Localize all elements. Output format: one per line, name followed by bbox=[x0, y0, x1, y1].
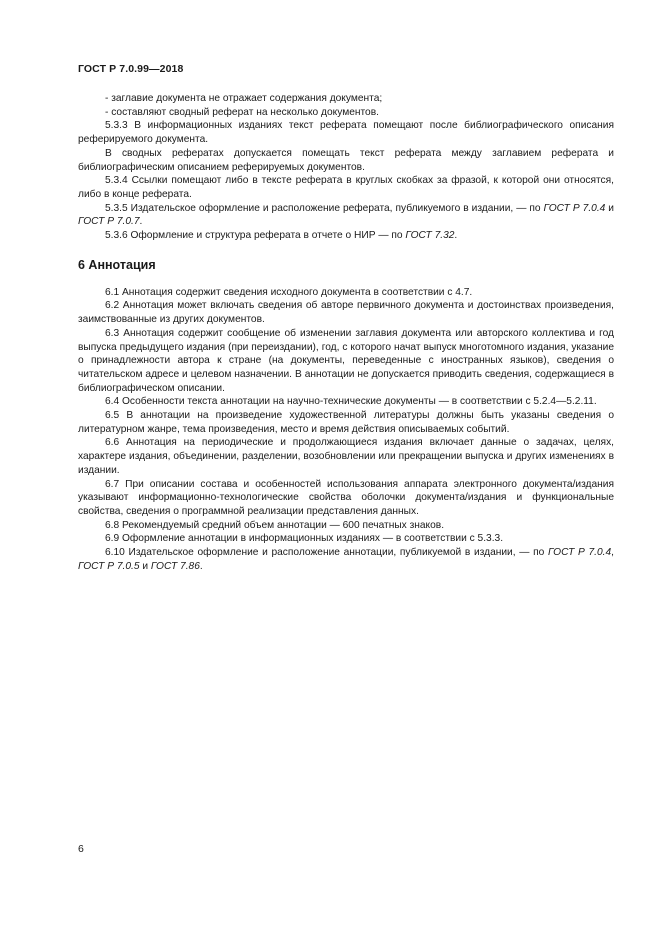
paragraph-6-6: 6.6 Аннотация на периодические и продолжающиеся издания включает данные о задачах, целях, характере издания, объединении, разделении, возобновлении или прекращении выпуска и других изменениях в издании. bbox=[78, 437, 614, 476]
paragraph-5-3-5 bbox=[78, 202, 614, 229]
standard-reference: ГОСТ Р 7.0.4 bbox=[543, 202, 606, 214]
paragraph-6-1: 6.1 Аннотация содержит сведения исходного документа в соответствии с 4.7. bbox=[105, 286, 473, 298]
standard-reference: ГОСТ Р 7.0.5 bbox=[78, 560, 140, 572]
paragraph-6-3: 6.3 Аннотация содержит сообщение об изменении заглавия документа или авторского коллектива и год выпуска предыдущего издания (при переиздании), год, с которого начат выпуск многотомного издания, указание о принадлежности автора к стране (на документы, переведенные с иностранных языков), сведения о читательском адресе и целевом назначении. В аннотации не допускается приводить сведения, содержащиеся в библиографическом описании. bbox=[78, 327, 614, 394]
period: . bbox=[454, 230, 458, 242]
standard-reference: ГОСТ 7.32 bbox=[405, 230, 455, 242]
separator: , bbox=[611, 547, 614, 559]
list-item: - заглавие документа не отражает содержания документа; bbox=[105, 93, 383, 104]
period: . bbox=[199, 560, 203, 572]
paragraph-5-3-3-cont: В сводных рефератах допускается помещать текст реферата между заглавием реферата и библиографическим описанием реферируемых документов. bbox=[78, 147, 614, 173]
paragraph-text: 6.10 Издательское оформление и расположение аннотации, публикуемой в издании, — по bbox=[105, 547, 548, 559]
page-number: 6 bbox=[78, 843, 84, 855]
separator: и bbox=[139, 560, 151, 572]
section-heading: 6 Аннотация bbox=[78, 257, 156, 272]
paragraph-6-2: 6.2 Аннотация может включать сведения об авторе первичного документа и достоинствах произведения, заимствованные из других документов. bbox=[78, 300, 614, 326]
paragraph-6-7: 6.7 При описании состава и особенностей использования аппарата электронного документа/издания указывают информационно-технологические свойства оболочки документа/издания и функциональные свойства, сведения о программной реализации представления данных. bbox=[78, 478, 614, 517]
paragraph-text: 5.3.5 Издательское оформление и расположение реферата, публикуемого в издании, — по bbox=[105, 202, 544, 214]
paragraph-5-3-6 bbox=[78, 229, 614, 243]
separator: и bbox=[605, 202, 614, 214]
paragraph-6-8: 6.8 Рекомендуемый средний объем аннотации — 600 печатных знаков. bbox=[105, 519, 445, 531]
paragraph-6-9: 6.9 Оформление аннотации в информационных изданиях — в соответствии с 5.3.3. bbox=[105, 533, 504, 545]
list-item: - составляют сводный реферат на несколько документов. bbox=[105, 106, 379, 118]
standard-reference: ГОСТ Р 7.0.4 bbox=[547, 547, 612, 559]
paragraph-text: 5.3.6 Оформление и структура реферата в отчете о НИР — по bbox=[105, 230, 406, 242]
paragraph-5-3-3: 5.3.3 В информационных изданиях текст реферата помещают после библиографического описания реферируемого документа. bbox=[78, 120, 614, 146]
paragraph-6-5: 6.5 В аннотации на произведение художественной литературы должны быть указаны сведения о литературном жанре, тема произведения, место и время действия описываемых событий. bbox=[78, 410, 614, 435]
document-header: ГОСТ Р 7.0.99—2018 bbox=[78, 63, 184, 75]
standard-reference: ГОСТ Р 7.0.7 bbox=[78, 216, 140, 228]
paragraph-5-3-4: 5.3.4 Ссылки помещают либо в тексте реферата в круглых скобках за фразой, к которой они относятся, либо в конце реферата. bbox=[78, 175, 614, 200]
period: . bbox=[139, 216, 143, 228]
document-body bbox=[78, 92, 614, 574]
standard-reference: ГОСТ 7.86 bbox=[150, 560, 200, 572]
paragraph-6-4: 6.4 Особенности текста аннотации на научно-технические документы — в соответствии с 5.2.4—5.2.11. bbox=[105, 396, 597, 408]
paragraph-6-10 bbox=[78, 546, 614, 573]
